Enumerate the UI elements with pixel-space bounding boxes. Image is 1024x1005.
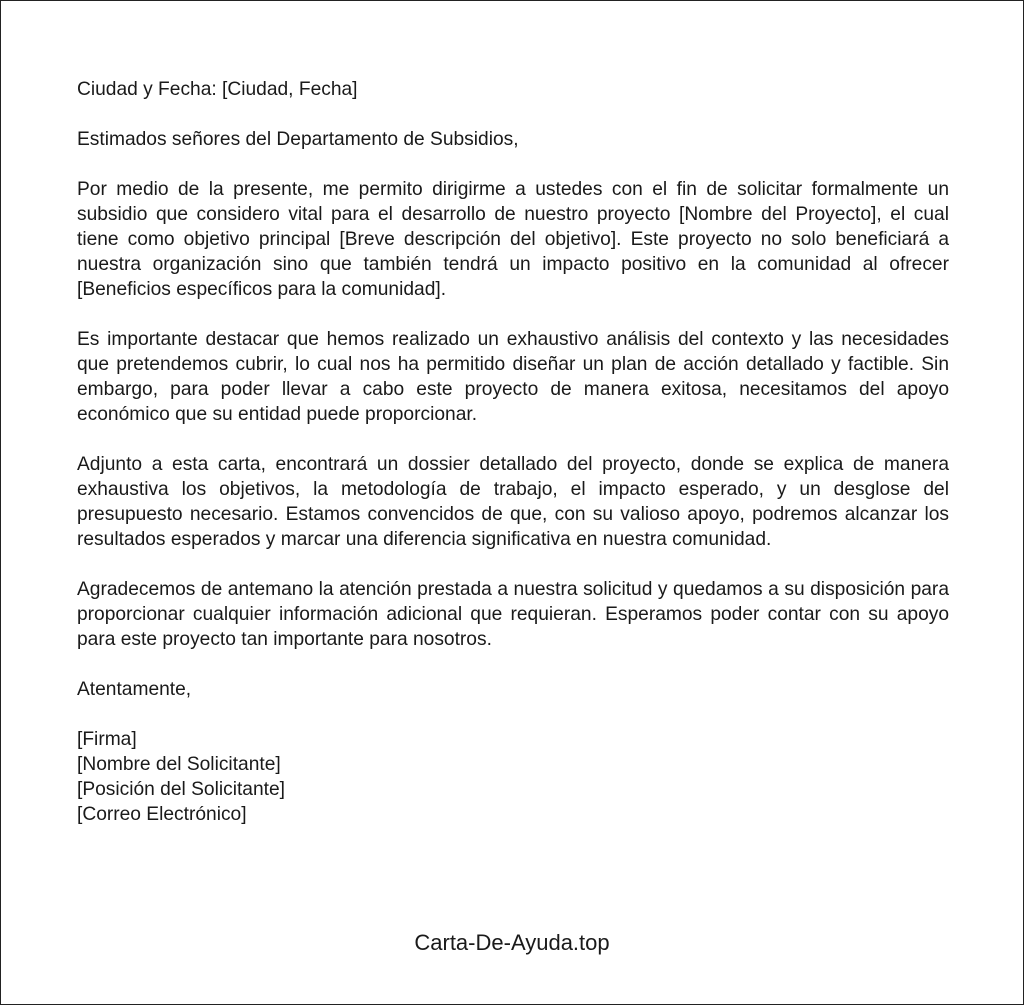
footer-site-name: Carta-De-Ayuda.top — [414, 930, 610, 955]
letter-body — [77, 77, 949, 827]
place-date-line: Ciudad y Fecha: [Ciudad, Fecha] — [77, 79, 358, 100]
applicant-email-placeholder: [Correo Electrónico] — [77, 804, 247, 825]
body-paragraph-2: Es importante destacar que hemos realizado un exhaustivo análisis del contexto y las necesidades que pretendemos cubrir, lo cual nos ha permitido diseñar un plan de acción detallado y factible. Sin embargo, para poder llevar a cabo este proyecto de manera exitosa, necesitamos del apoyo económico que su entidad puede proporcionar. — [77, 329, 949, 425]
closing-line: Atentamente, — [77, 679, 192, 700]
signature-placeholder: [Firma] — [77, 729, 137, 750]
applicant-position-placeholder: [Posición del Solicitante] — [77, 779, 285, 800]
body-paragraph-3: Adjunto a esta carta, encontrará un dossier detallado del proyecto, donde se explica de manera exhaustiva los objetivos, la metodología de trabajo, el impacto esperado, y un desglose del presupuesto necesario. Estamos convencidos de que, con su valioso apoyo, podremos alcanzar los resultados esperados y marcar una diferencia significativa en nuestra comunidad. — [77, 454, 949, 550]
signature-block — [77, 727, 949, 827]
body-paragraph-4: Agradecemos de antemano la atención prestada a nuestra solicitud y quedamos a su disposición para proporcionar cualquier información adicional que requieran. Esperamos poder contar con su apoyo para este proyecto tan importante para nosotros. — [77, 579, 949, 650]
applicant-name-placeholder: [Nombre del Solicitante] — [77, 754, 281, 775]
body-paragraph-1: Por medio de la presente, me permito dirigirme a ustedes con el fin de solicitar formalmente un subsidio que considero vital para el desarrollo de nuestro proyecto [Nombre del Proyecto], el cual tiene como objetivo principal [Breve descripción del objetivo]. Este proyecto no solo beneficiará a nuestra organización sino que también tendrá un impacto positivo en la comunidad al ofrecer [Beneficios específicos para la comunidad]. — [77, 179, 949, 300]
greeting-line: Estimados señores del Departamento de Subsidios, — [77, 129, 519, 150]
